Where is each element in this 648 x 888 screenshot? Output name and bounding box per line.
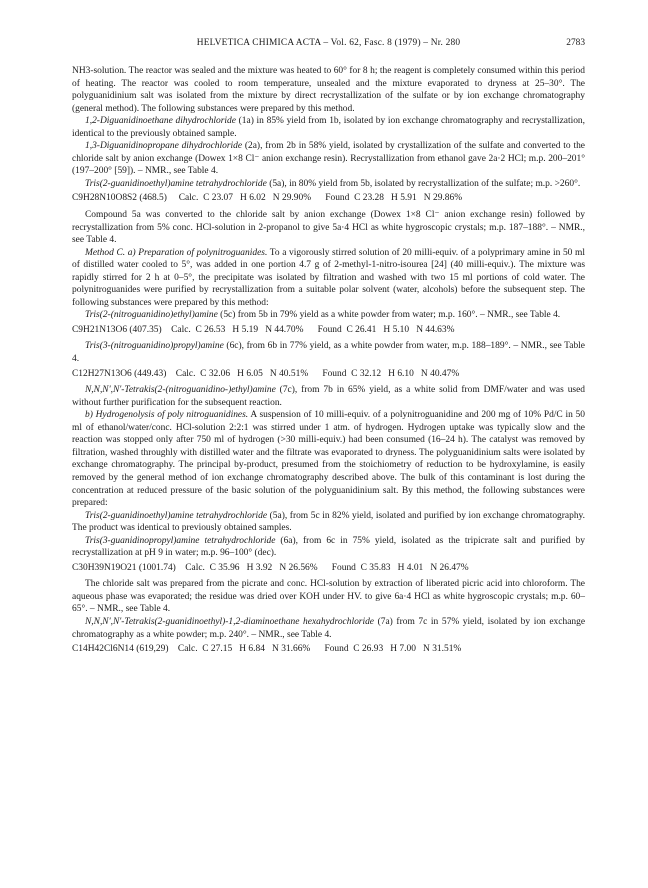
elemental-analysis: C9H21N13O6 (407.35) Calc. C 26.53 H 5.19 N 44.70% Found C 26.41 H 5.10 N 44.63% xyxy=(72,324,455,335)
compound-name: Tris(2-guanidinoethyl)amine tetrahydrochloride xyxy=(85,510,268,521)
elemental-analysis: C14H42Cl6N14 (619,29) Calc. C 27.15 H 6.84 N 31.66% Found C 26.93 H 7.00 N 31.51% xyxy=(72,644,462,655)
compound-entry xyxy=(72,384,585,409)
compound-entry xyxy=(72,309,585,322)
compound-description: (6c), from 6b in 77% yield, as a white powder from water, m.p. 188–189°. – NMR., see Table 4. xyxy=(72,341,585,365)
compound-description: (5a), from 5c in 82% yield, isolated and purified by ion exchange chromatography. The product was identical to previously obtained samples. xyxy=(72,510,586,534)
compound-name: 1,2-Diguanidinoethane dihydrochloride xyxy=(85,116,236,127)
paragraph: NH3-solution. The reactor was sealed and the mixture was heated to 60° for 8 h; the reagent is completely consumed within this period of heating. The reactor was cooled to room temperature, unsealed and the mixture evaporated to dryness at 25–30°. The polyguanidinium salt was isolated from the mixture by direct recrystallization of the sulfate or by ion exchange chromatography (general method). The following substances were prepared by this method. xyxy=(72,66,585,114)
compound-name: N,N,N',N'-Tetrakis(2-guanidinoethyl)-1,2-diaminoethane hexahydrochloride xyxy=(85,616,374,627)
paragraph: Compound 5a was converted to the chloride salt by anion exchange (Dowex 1×8 Cl⁻ anion exchange resin) followed by recrystallization from 5% conc. HCl-solution in 2-propanol to give 5a·4 HCl as white hygroscopic crystals; m.p. 187–188°. – NMR., see Table 4. xyxy=(72,210,585,246)
compound-name: N,N,N',N'-Tetrakis(2-(nitroguanidino-)ethyl)amine xyxy=(85,385,276,396)
journal-page xyxy=(72,38,585,660)
compound-description: (7a) from 7c in 57% yield, isolated by ion exchange chromatography as a white powder; m.p. 240°. – NMR., see Table 4. xyxy=(72,616,586,640)
compound-name: 1,3-Diguanidinopropane dihydrochloride xyxy=(85,141,243,152)
method-paragraph xyxy=(72,409,585,509)
compound-name: Tris(2-guanidinoethyl)amine tetrahydrochloride xyxy=(85,178,267,189)
compound-description: (1a) in 85% yield from 1b, isolated by ion exchange chromatography and recrystallization, identical to the previously obtained sample. xyxy=(72,116,585,139)
page-number: 2783 xyxy=(566,38,585,48)
paragraph: The chloride salt was prepared from the picrate and conc. HCl-solution by extraction of liberated picric acid into chloroform. The aqueous phase was evaporated; the residue was dried over KOH under HV. to give 6a·4 HCl as white hygroscopic crystals; m.p. 60–65°. – NMR., see Table 4. xyxy=(72,579,585,615)
compound-description: (5c) from 5b in 79% yield as a white powder from water; m.p. 160°. – NMR., see Table 4. xyxy=(217,310,561,321)
running-title: HELVETICA CHIMICA ACTA – Vol. 62, Fasc. 8 (1979) – Nr. 280 xyxy=(196,38,461,48)
method-paragraph xyxy=(72,247,585,310)
compound-entry xyxy=(72,178,585,191)
compound-description: (7c), from 7b in 65% yield, as a white solid from DMF/water and was used without further purification for the subsequent reaction. xyxy=(72,385,585,408)
page-header xyxy=(72,38,585,52)
compound-name: Tris(3-(nitroguanidino)propyl)amine xyxy=(85,341,224,352)
elemental-analysis: C30H39N19O21 (1001.74) Calc. C 35.96 H 3.92 N 26.56% Found C 35.83 H 4.01 N 26.47% xyxy=(72,562,469,573)
method-text: To a vigorously stirred solution of 20 milli-equiv. of a polyprimary amine in 50 ml of distilled water cooled to 5°, was added in one portion 4.7 g of 2-methyl-1-nitro-isourea [24] (40 milli-equiv.). The mixture was rapidly stirred for 2 h at 0–5°, the precipitate was isolated by filtration and washed with two 15 ml portions of cold water. The polynitroguanides were purified by recrystallization from a suitable polar solvent (water, alcohols) before the subsequent step. The following substances were prepared by this method: xyxy=(72,247,585,308)
compound-entry xyxy=(72,535,585,560)
compound-entry xyxy=(72,510,585,535)
compound-name: Tris(3-guanidinopropyl)amine tetrahydrochloride xyxy=(85,535,276,546)
method-title: b) Hydrogenolysis of poly nitroguanidines. xyxy=(85,410,249,421)
elemental-analysis: C9H28N10O8S2 (468.5) Calc. C 23.07 H 6.02 N 29.90% Found C 23.28 H 5.91 N 29.86% xyxy=(72,193,463,204)
compound-description: (6a), from 6c in 75% yield, isolated as the tripicrate salt and purified by recrystallization at pH 9 in water; m.p. 96–100° (dec). xyxy=(72,535,585,559)
compound-entry xyxy=(72,115,585,140)
compound-description: (5a), in 80% yield from 5b, isolated by recrystallization of the sulfate; m.p. >260°. xyxy=(266,178,581,189)
method-title: Method C. a) Preparation of polynitroguanides. xyxy=(85,247,268,258)
compound-entry xyxy=(72,340,585,365)
compound-description: (2a), from 2b in 58% yield, isolated by crystallization of the sulfate and converted to the chloride salt by anion exchange (Dowex 1×8 Cl⁻ anion exchange resin). Recrystallization from ethanol gave 2a·2 HCl; m.p. 200–201° (197–200° [59]). – NMR., see Table 4. xyxy=(72,141,585,177)
compound-entry xyxy=(72,616,585,641)
elemental-analysis: C12H27N13O6 (449.43) Calc. C 32.06 H 6.05 N 40.51% Found C 32.12 H 6.10 N 40.47% xyxy=(72,368,460,379)
compound-entry xyxy=(72,140,585,178)
compound-name: Tris(2-(nitroguanidino)ethyl)amine xyxy=(85,310,218,321)
method-text: A suspension of 10 milli-equiv. of a polynitroguanidine and 200 mg of 10% Pd/C in 50 ml of ethanol/water/conc. HCl-solution 2:2:1 was stirred under 1 atm. of hydrogen. Hydrogen uptake was typically slow and the reaction was stopped only after 750 ml of hydrogen (>30 milli-equiv.) had been consumed (16–24 h). The catalyst was removed by filtration, washed throughly with distilled water and the filtrate was evaporated to dryness. The polyguanidinium salts were isolated by exchange chromatography. The principal by-product, presumed from the stoichiometry of reduction to be hydroxylamine, is easily removed by the general method of ion exchange chromatography described above. The bulk of this contaminant is lost during the concentration at reduced pressure of the basic solution of the polyguanidinium salt. By this method, the following substances were prepared: xyxy=(72,410,585,509)
